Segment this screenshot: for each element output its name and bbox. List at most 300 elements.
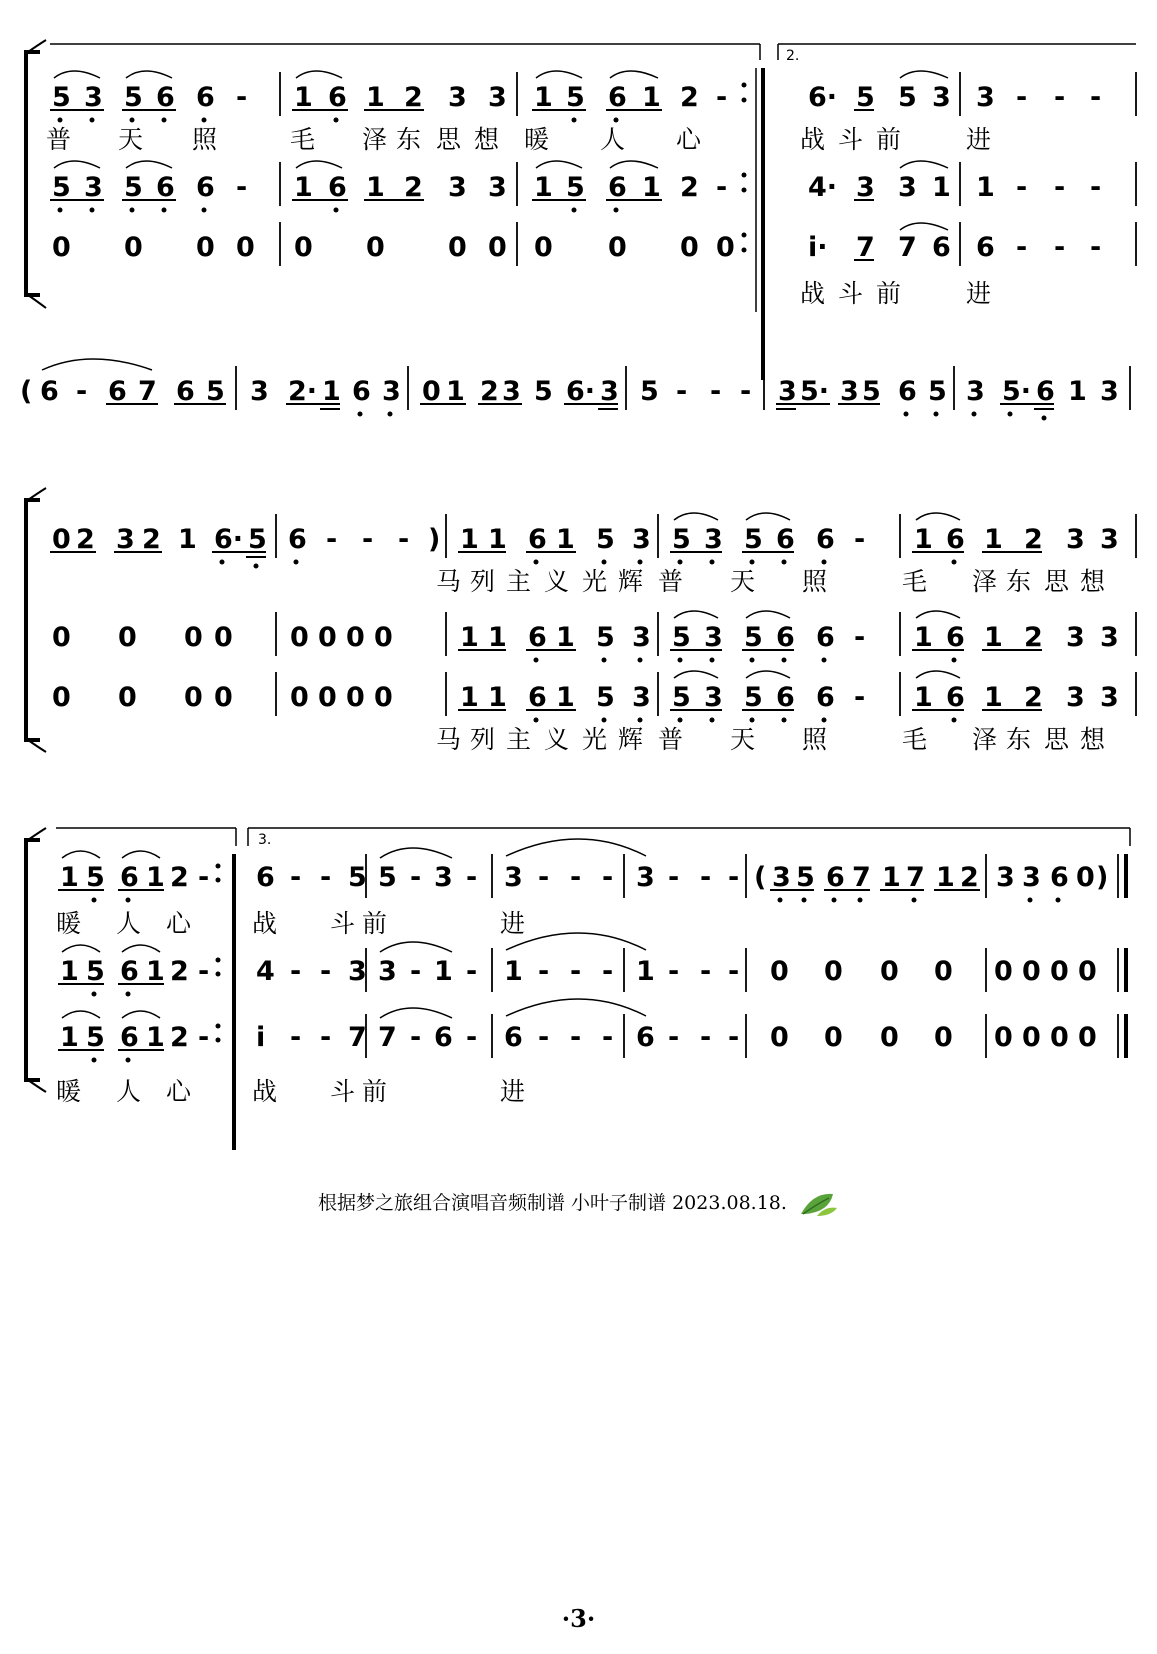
svg-text:6: 6 <box>120 956 139 987</box>
svg-text:3: 3 <box>1100 622 1119 653</box>
svg-text:5: 5 <box>52 172 71 203</box>
page-number: ·3· <box>561 1604 596 1633</box>
svg-text:2: 2 <box>404 172 423 203</box>
svg-text:i: i <box>256 1022 266 1053</box>
svg-text:2·: 2· <box>288 376 318 407</box>
svg-text:-: - <box>236 172 248 203</box>
svg-text:0: 0 <box>1078 956 1097 987</box>
svg-text:1: 1 <box>556 524 575 555</box>
svg-text:3: 3 <box>856 172 875 203</box>
svg-text:6: 6 <box>528 524 547 555</box>
svg-text:5: 5 <box>640 376 659 407</box>
svg-text:-: - <box>1016 232 1028 263</box>
svg-text:泽: 泽 <box>972 567 998 596</box>
svg-text:-: - <box>320 1022 332 1053</box>
svg-text:1: 1 <box>556 682 575 713</box>
svg-text:-: - <box>602 956 614 987</box>
svg-text:斗: 斗 <box>330 909 356 938</box>
svg-text:2: 2 <box>404 82 423 113</box>
system-4 <box>26 828 1130 1150</box>
svg-text:5: 5 <box>672 524 691 555</box>
svg-text:5: 5 <box>596 622 615 653</box>
svg-text:0: 0 <box>214 682 233 713</box>
svg-text:3: 3 <box>488 172 507 203</box>
svg-text:人: 人 <box>116 1077 142 1106</box>
svg-text:6: 6 <box>946 682 965 713</box>
svg-text:-: - <box>410 862 422 893</box>
svg-text:0: 0 <box>294 232 313 263</box>
svg-text:列: 列 <box>470 567 496 596</box>
svg-text:2: 2 <box>170 956 189 987</box>
svg-text:6: 6 <box>776 622 795 653</box>
svg-text:0: 0 <box>1050 956 1069 987</box>
svg-text:6: 6 <box>898 376 917 407</box>
svg-text:1: 1 <box>460 682 479 713</box>
svg-text:0: 0 <box>196 232 215 263</box>
svg-text:0: 0 <box>934 956 953 987</box>
svg-text:1: 1 <box>636 956 655 987</box>
svg-text:3: 3 <box>1066 682 1085 713</box>
svg-text:-: - <box>198 956 210 987</box>
svg-text:5: 5 <box>86 956 105 987</box>
svg-text:6: 6 <box>328 82 347 113</box>
svg-text:-: - <box>854 524 866 555</box>
svg-text:想: 想 <box>1080 725 1106 754</box>
svg-text:1: 1 <box>488 682 507 713</box>
svg-text:5: 5 <box>596 682 615 713</box>
svg-text:1: 1 <box>1068 376 1087 407</box>
svg-text:1: 1 <box>60 956 79 987</box>
svg-text:0: 0 <box>448 232 467 263</box>
svg-text:3: 3 <box>840 376 859 407</box>
svg-text:进: 进 <box>966 279 992 308</box>
svg-text:0: 0 <box>934 1022 953 1053</box>
svg-text:5: 5 <box>672 682 691 713</box>
svg-text:6: 6 <box>120 862 139 893</box>
svg-text:1: 1 <box>488 524 507 555</box>
svg-text:1: 1 <box>914 682 933 713</box>
svg-text:-: - <box>466 862 478 893</box>
lyrics-sys4-bottom <box>56 1077 525 1106</box>
svg-text:-: - <box>728 1022 740 1053</box>
svg-text:3: 3 <box>1066 524 1085 555</box>
svg-text:战: 战 <box>800 279 826 308</box>
svg-text:暖: 暖 <box>56 1077 82 1106</box>
svg-text:5: 5 <box>566 82 585 113</box>
svg-text:-: - <box>466 956 478 987</box>
svg-text:5: 5 <box>898 82 917 113</box>
lyrics-sys3-bottom <box>436 725 1106 754</box>
svg-text:-: - <box>740 376 752 407</box>
svg-text:-: - <box>716 172 728 203</box>
svg-text:0: 0 <box>1022 956 1041 987</box>
svg-text:-: - <box>854 622 866 653</box>
ending-label-3: 3. <box>258 832 272 848</box>
svg-text:6: 6 <box>256 862 275 893</box>
svg-text:1: 1 <box>434 956 453 987</box>
svg-text:5: 5 <box>86 862 105 893</box>
svg-text:2: 2 <box>480 376 499 407</box>
svg-text:6: 6 <box>120 1022 139 1053</box>
svg-text:6: 6 <box>156 82 175 113</box>
svg-text:照: 照 <box>802 725 828 754</box>
svg-text:1: 1 <box>446 376 465 407</box>
svg-text:-: - <box>710 376 722 407</box>
svg-text:-: - <box>236 82 248 113</box>
svg-text:-: - <box>1054 232 1066 263</box>
svg-text:1: 1 <box>504 956 523 987</box>
svg-text:-: - <box>410 1022 422 1053</box>
svg-text:-: - <box>290 1022 302 1053</box>
svg-text:0: 0 <box>716 232 735 263</box>
svg-text:5: 5 <box>928 376 947 407</box>
svg-text:5: 5 <box>566 172 585 203</box>
svg-text:-: - <box>538 956 550 987</box>
svg-text:5: 5 <box>596 524 615 555</box>
svg-text:-: - <box>290 862 302 893</box>
svg-text:3: 3 <box>116 524 135 555</box>
svg-text:-: - <box>570 862 582 893</box>
svg-text:6: 6 <box>932 232 951 263</box>
svg-text:前: 前 <box>362 909 388 938</box>
svg-text:-: - <box>1090 172 1102 203</box>
svg-text:-: - <box>1054 172 1066 203</box>
svg-text:斗: 斗 <box>838 125 864 154</box>
svg-text:3: 3 <box>1100 524 1119 555</box>
svg-text:6: 6 <box>504 1022 523 1053</box>
svg-text:0: 0 <box>318 622 337 653</box>
svg-text:0: 0 <box>824 956 843 987</box>
svg-text:前: 前 <box>876 279 902 308</box>
svg-text:6: 6 <box>156 172 175 203</box>
svg-text:3: 3 <box>1066 622 1085 653</box>
svg-text:马: 马 <box>436 725 462 754</box>
svg-text:7: 7 <box>852 862 871 893</box>
svg-text:-: - <box>410 956 422 987</box>
svg-text:毛: 毛 <box>902 725 928 754</box>
svg-text:3: 3 <box>504 862 523 893</box>
svg-text:3: 3 <box>704 682 723 713</box>
svg-text:-: - <box>700 956 712 987</box>
svg-text:-: - <box>198 1022 210 1053</box>
svg-text:3: 3 <box>932 82 951 113</box>
svg-text:5: 5 <box>86 1022 105 1053</box>
svg-text:5: 5 <box>744 524 763 555</box>
svg-text:2: 2 <box>680 172 699 203</box>
svg-text:4·: 4· <box>808 172 838 203</box>
svg-text:0: 0 <box>290 682 309 713</box>
svg-text:3: 3 <box>976 82 995 113</box>
svg-text:天: 天 <box>730 725 756 754</box>
svg-text:1: 1 <box>984 622 1003 653</box>
svg-text:1: 1 <box>60 1022 79 1053</box>
svg-text:-: - <box>668 1022 680 1053</box>
svg-text:6: 6 <box>636 1022 655 1053</box>
svg-text:3: 3 <box>502 376 521 407</box>
svg-text:-: - <box>198 862 210 893</box>
svg-text:-: - <box>538 862 550 893</box>
svg-text:1: 1 <box>146 862 165 893</box>
svg-text:3: 3 <box>382 376 401 407</box>
svg-text:1: 1 <box>984 524 1003 555</box>
svg-text:0: 0 <box>994 1022 1013 1053</box>
credit-text: 根据梦之旅组合演唱音频制谱 小叶子制谱 2023.08.18. <box>318 1192 787 1214</box>
svg-text:6: 6 <box>288 524 307 555</box>
svg-text:5: 5 <box>124 172 143 203</box>
system-3 <box>26 488 1136 754</box>
svg-text:5: 5 <box>796 862 815 893</box>
svg-text:-: - <box>668 956 680 987</box>
svg-text:6·: 6· <box>566 376 596 407</box>
svg-text:1: 1 <box>460 524 479 555</box>
svg-text:心: 心 <box>166 1077 192 1106</box>
svg-text:0: 0 <box>1078 1022 1097 1053</box>
svg-text:-: - <box>1016 172 1028 203</box>
svg-text:3: 3 <box>966 376 985 407</box>
svg-text:6: 6 <box>528 622 547 653</box>
svg-text:普: 普 <box>658 567 684 596</box>
svg-text:0: 0 <box>1022 1022 1041 1053</box>
svg-text:): ) <box>428 524 441 555</box>
svg-text:0: 0 <box>1050 1022 1069 1053</box>
svg-text:6: 6 <box>976 232 995 263</box>
svg-text:0: 0 <box>1076 862 1095 893</box>
svg-text:1: 1 <box>642 82 661 113</box>
svg-text:思: 思 <box>436 125 462 154</box>
svg-text:(: ( <box>754 862 767 893</box>
svg-text:1: 1 <box>146 956 165 987</box>
svg-text:2: 2 <box>1024 682 1043 713</box>
svg-text:思: 思 <box>1044 567 1070 596</box>
svg-text:6: 6 <box>528 682 547 713</box>
svg-text:毛: 毛 <box>902 567 928 596</box>
svg-text:6: 6 <box>816 682 835 713</box>
svg-text:0: 0 <box>118 682 137 713</box>
svg-text:5: 5 <box>744 682 763 713</box>
svg-text:(: ( <box>20 376 33 407</box>
svg-text:-: - <box>320 956 332 987</box>
svg-text:5: 5 <box>206 376 225 407</box>
svg-text:0: 0 <box>880 956 899 987</box>
svg-text:6: 6 <box>946 524 965 555</box>
lyrics-row-3 <box>800 279 991 308</box>
svg-text:-: - <box>1090 232 1102 263</box>
svg-text:3: 3 <box>772 862 791 893</box>
svg-text:-: - <box>76 376 88 407</box>
svg-text:-: - <box>716 82 728 113</box>
svg-text:5: 5 <box>248 524 267 555</box>
svg-text:普: 普 <box>658 725 684 754</box>
svg-text:3: 3 <box>636 862 655 893</box>
svg-text:-: - <box>362 524 374 555</box>
svg-text:3: 3 <box>1022 862 1041 893</box>
svg-text:照: 照 <box>192 125 218 154</box>
svg-text:2: 2 <box>142 524 161 555</box>
svg-text:6: 6 <box>352 376 371 407</box>
svg-text:0: 0 <box>374 622 393 653</box>
row-2-alto <box>52 172 1101 203</box>
svg-text:6: 6 <box>816 524 835 555</box>
svg-text:1: 1 <box>914 524 933 555</box>
svg-text:3: 3 <box>448 82 467 113</box>
system-1 <box>26 40 1136 380</box>
svg-text:-: - <box>728 862 740 893</box>
svg-text:1: 1 <box>642 172 661 203</box>
svg-text:0: 0 <box>52 524 71 555</box>
svg-text:2: 2 <box>1024 524 1043 555</box>
svg-text:6: 6 <box>108 376 127 407</box>
svg-text:人: 人 <box>116 909 142 938</box>
svg-text:6·: 6· <box>214 524 244 555</box>
svg-text:1: 1 <box>488 622 507 653</box>
svg-text:5·: 5· <box>800 376 830 407</box>
svg-text:1: 1 <box>366 172 385 203</box>
svg-text:6: 6 <box>1036 376 1055 407</box>
svg-text:东: 东 <box>1006 725 1032 754</box>
svg-text:-: - <box>1054 82 1066 113</box>
svg-text:1: 1 <box>366 82 385 113</box>
svg-text:3: 3 <box>1100 682 1119 713</box>
svg-text:斗: 斗 <box>838 279 864 308</box>
svg-text:3: 3 <box>1100 376 1119 407</box>
svg-text:6·: 6· <box>808 82 838 113</box>
svg-text:0: 0 <box>680 232 699 263</box>
svg-text:-: - <box>728 956 740 987</box>
svg-text:0: 0 <box>346 682 365 713</box>
svg-text:马: 马 <box>436 567 462 596</box>
svg-text:0: 0 <box>184 682 203 713</box>
svg-text:3: 3 <box>632 682 651 713</box>
svg-text:思: 思 <box>1044 725 1070 754</box>
svg-text:6: 6 <box>434 1022 453 1053</box>
svg-text:6: 6 <box>196 172 215 203</box>
svg-text:3: 3 <box>250 376 269 407</box>
svg-text:-: - <box>602 1022 614 1053</box>
svg-text:天: 天 <box>118 125 144 154</box>
svg-text:3: 3 <box>704 524 723 555</box>
svg-text:2: 2 <box>76 524 95 555</box>
svg-text:7: 7 <box>906 862 925 893</box>
ending-label-2: 2. <box>786 48 800 64</box>
svg-text:-: - <box>676 376 688 407</box>
svg-text:斗: 斗 <box>330 1077 356 1106</box>
svg-text:暖: 暖 <box>524 125 550 154</box>
svg-text:心: 心 <box>166 909 192 938</box>
svg-text:-: - <box>854 682 866 713</box>
svg-text:人: 人 <box>600 125 626 154</box>
svg-text:进: 进 <box>966 125 992 154</box>
svg-text:0: 0 <box>824 1022 843 1053</box>
svg-text:0: 0 <box>124 232 143 263</box>
svg-text:5: 5 <box>348 862 367 893</box>
row-1-soprano <box>52 82 1101 113</box>
svg-text:1: 1 <box>976 172 995 203</box>
svg-text:1: 1 <box>178 524 197 555</box>
svg-text:暖: 暖 <box>56 909 82 938</box>
svg-text:1: 1 <box>146 1022 165 1053</box>
svg-text:战: 战 <box>252 1077 278 1106</box>
svg-text:义: 义 <box>544 567 570 596</box>
svg-text:1: 1 <box>322 376 341 407</box>
svg-text:6: 6 <box>608 172 627 203</box>
svg-text:前: 前 <box>362 1077 388 1106</box>
svg-text:光: 光 <box>582 725 608 754</box>
svg-text:-: - <box>1090 82 1102 113</box>
svg-text:1: 1 <box>460 622 479 653</box>
svg-text:2: 2 <box>1024 622 1043 653</box>
svg-text:2: 2 <box>170 1022 189 1053</box>
svg-text:0: 0 <box>118 622 137 653</box>
svg-text:-: - <box>398 524 410 555</box>
svg-text:1: 1 <box>932 172 951 203</box>
svg-text:泽: 泽 <box>362 125 388 154</box>
svg-text:-: - <box>290 956 302 987</box>
lyrics-sys3-top <box>436 567 1106 596</box>
svg-text:东: 东 <box>1006 567 1032 596</box>
svg-text:泽: 泽 <box>972 725 998 754</box>
svg-text:0: 0 <box>422 376 441 407</box>
svg-text:0: 0 <box>880 1022 899 1053</box>
svg-text:3: 3 <box>778 376 797 407</box>
svg-text:3: 3 <box>434 862 453 893</box>
svg-text:列: 列 <box>470 725 496 754</box>
svg-text:0: 0 <box>366 232 385 263</box>
svg-text:想: 想 <box>1080 567 1106 596</box>
svg-text:-: - <box>700 862 712 893</box>
svg-text:-: - <box>1016 82 1028 113</box>
svg-text:3: 3 <box>600 376 619 407</box>
svg-text:前: 前 <box>876 125 902 154</box>
svg-text:-: - <box>570 956 582 987</box>
svg-text:3: 3 <box>448 172 467 203</box>
svg-text:3: 3 <box>84 172 103 203</box>
svg-text:战: 战 <box>252 909 278 938</box>
svg-text:毛: 毛 <box>290 125 316 154</box>
svg-text:1: 1 <box>534 82 553 113</box>
svg-text:0: 0 <box>52 622 71 653</box>
svg-text:3: 3 <box>898 172 917 203</box>
svg-text:1: 1 <box>60 862 79 893</box>
svg-text:辉: 辉 <box>618 567 644 596</box>
svg-text:0: 0 <box>488 232 507 263</box>
svg-text:-: - <box>668 862 680 893</box>
svg-text:5·: 5· <box>1002 376 1032 407</box>
svg-text:6: 6 <box>176 376 195 407</box>
svg-text:2: 2 <box>680 82 699 113</box>
svg-text:6: 6 <box>776 682 795 713</box>
svg-text:想: 想 <box>474 125 500 154</box>
svg-text:0: 0 <box>52 682 71 713</box>
svg-text:-: - <box>538 1022 550 1053</box>
svg-text:1: 1 <box>914 622 933 653</box>
svg-text:6: 6 <box>608 82 627 113</box>
svg-text:主: 主 <box>506 725 532 754</box>
svg-text:心: 心 <box>676 125 702 154</box>
svg-text:0: 0 <box>318 682 337 713</box>
svg-text:3: 3 <box>378 956 397 987</box>
svg-text:0: 0 <box>52 232 71 263</box>
svg-text:1: 1 <box>534 172 553 203</box>
svg-text:辉: 辉 <box>618 725 644 754</box>
svg-text:1: 1 <box>294 172 313 203</box>
svg-text:5: 5 <box>862 376 881 407</box>
svg-text:6: 6 <box>1050 862 1069 893</box>
credit-line <box>0 1188 1157 1218</box>
svg-text:5: 5 <box>534 376 553 407</box>
svg-text:-: - <box>326 524 338 555</box>
svg-text:7: 7 <box>856 232 875 263</box>
svg-text:6: 6 <box>328 172 347 203</box>
